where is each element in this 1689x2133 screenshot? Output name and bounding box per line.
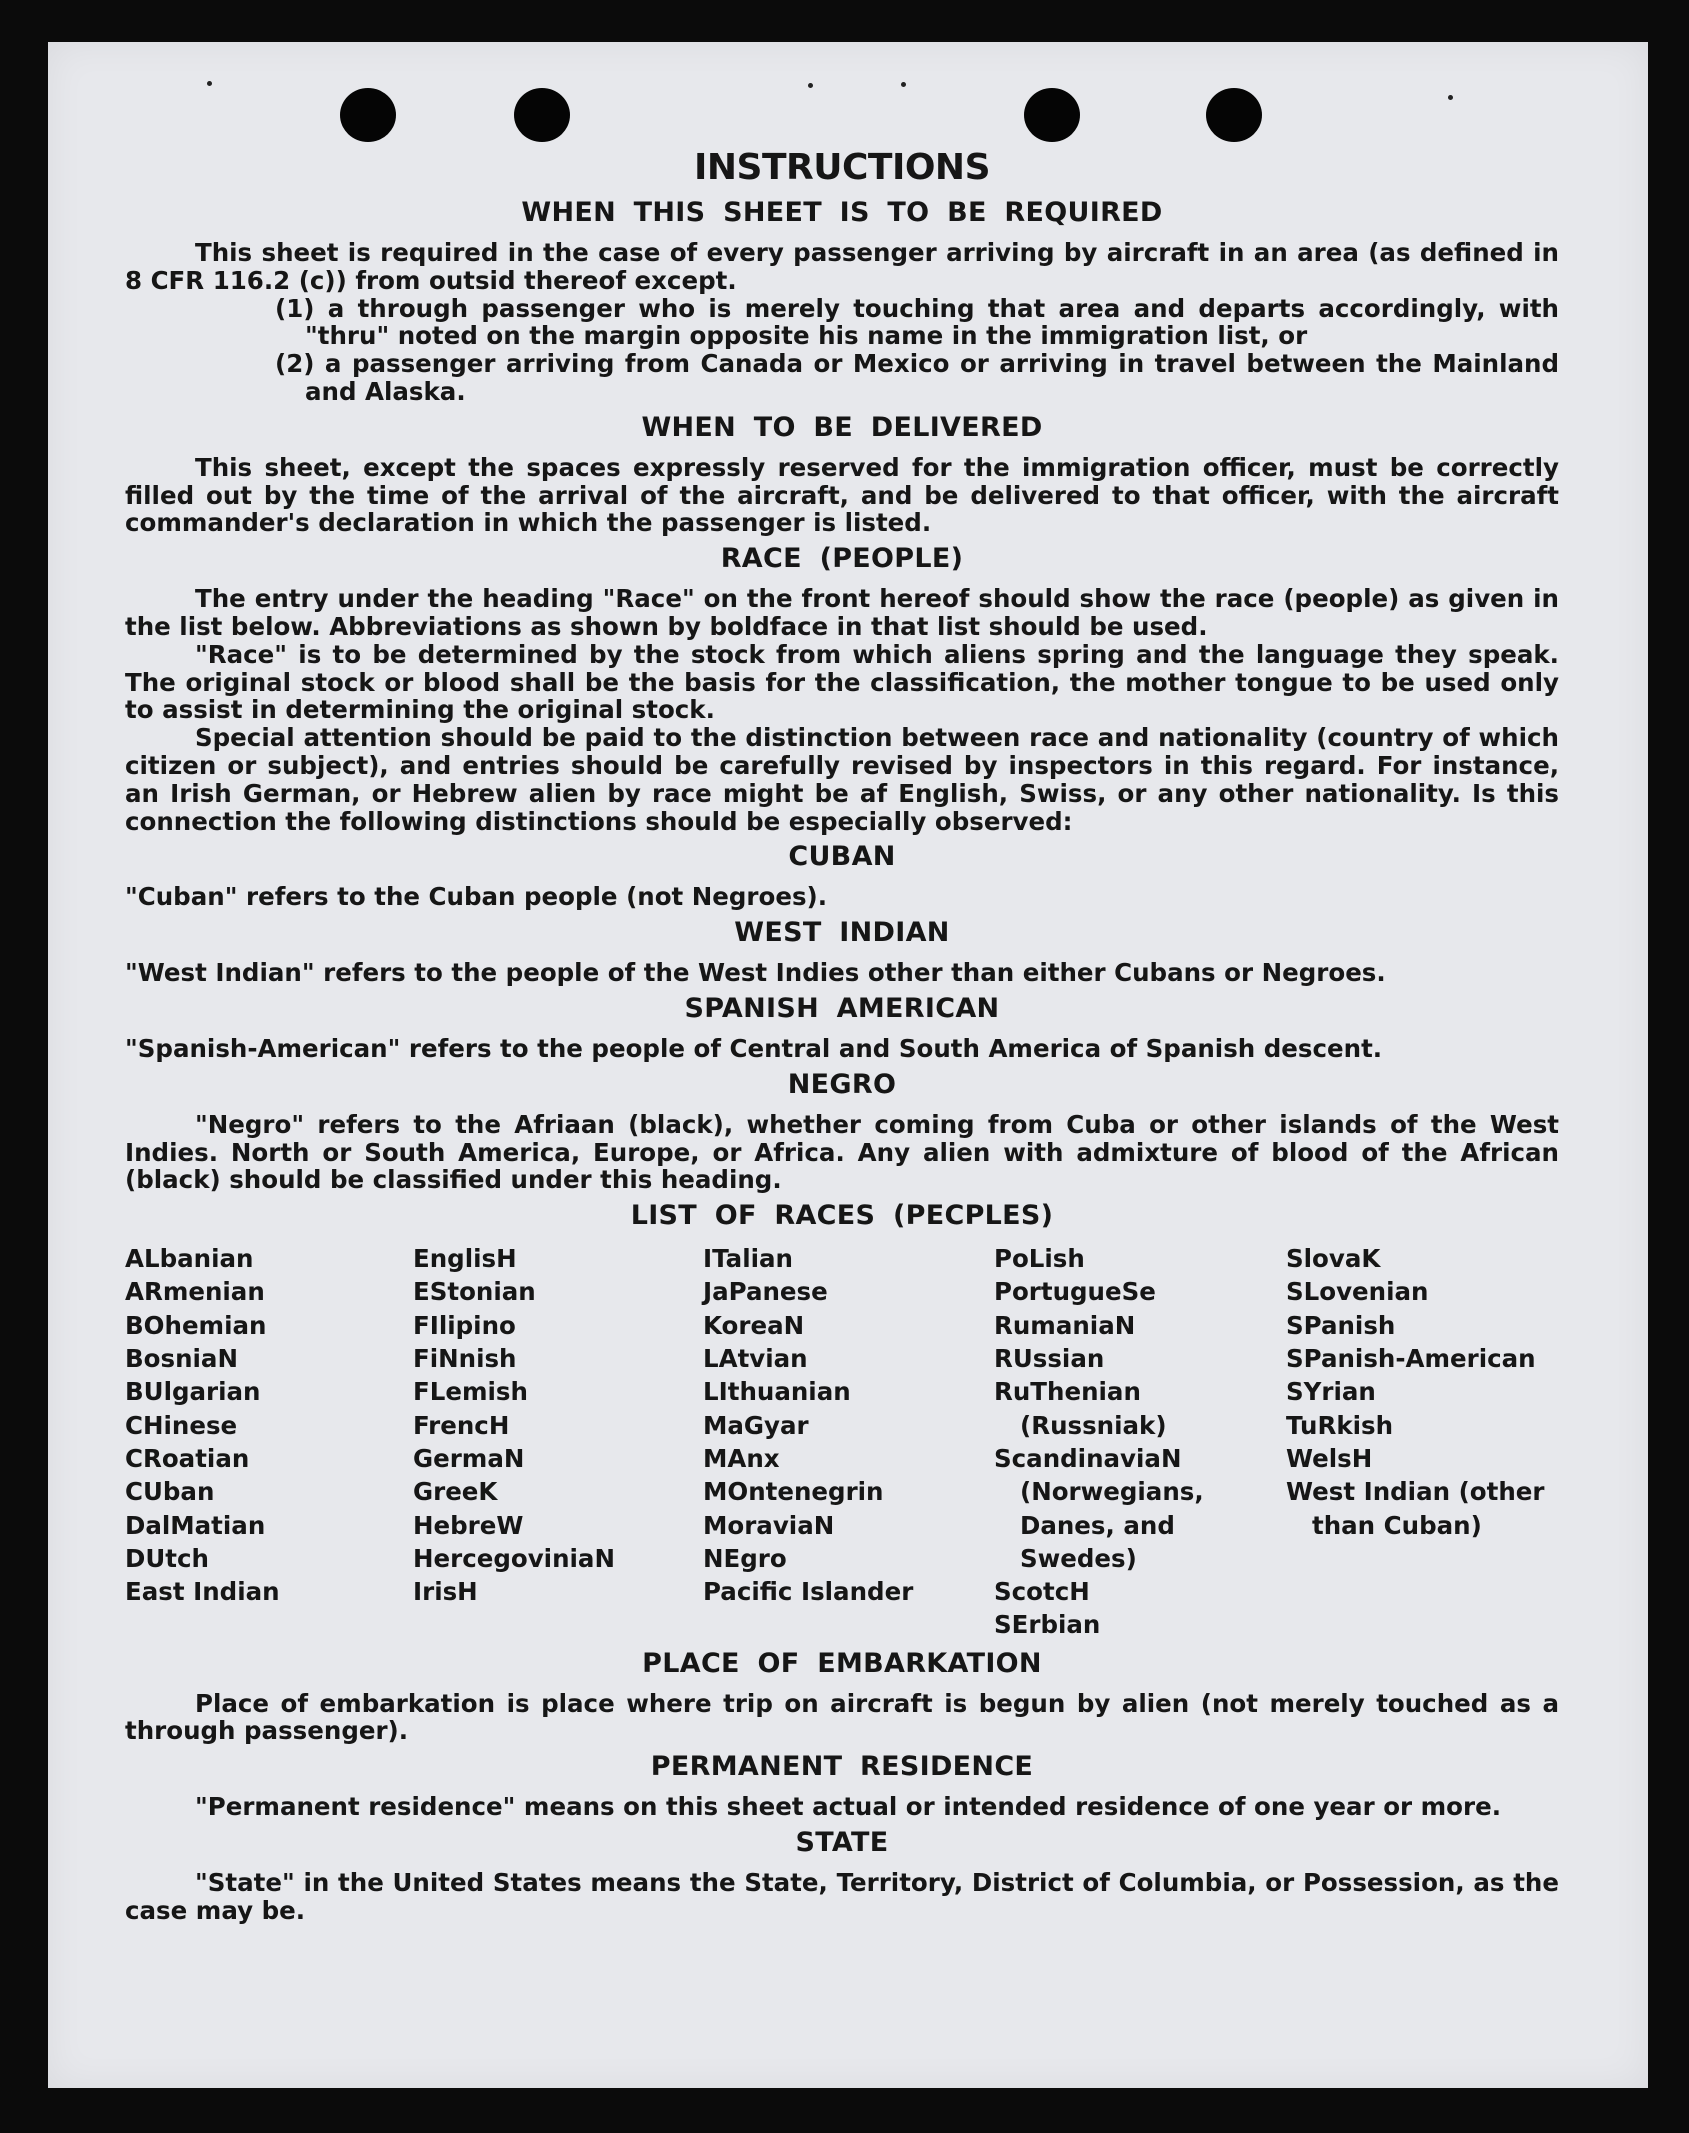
- section-heading-state: STATE: [795, 1827, 889, 1859]
- race-item: RUssian: [994, 1344, 1105, 1374]
- race-item: FIlipino: [413, 1310, 516, 1340]
- race-item: LAtvian: [703, 1344, 808, 1374]
- paragraph: "Permanent residence" means on this sheet actual or intended residence of one year or more.: [195, 1792, 1502, 1822]
- race-item: East Indian: [125, 1577, 280, 1607]
- punch-hole: [1024, 88, 1080, 142]
- paragraph: Special attention should be paid to the distinction between race and nationality (country of which citizen or subject), and entries should be carefully revised by inspectors in this regard. For instance, an Irish German, or Hebrew alien by race might be af English, Swiss, or any other nationality. Is this connection the following distinctions should be especially observed:: [125, 723, 1559, 836]
- race-item: TuRkish: [1286, 1410, 1394, 1440]
- section-heading-list-of-races: LIST OF RACES (PECPLES): [630, 1200, 1054, 1232]
- dust-speck: [1448, 95, 1453, 100]
- race-item: West Indian (other than Cuban): [1286, 1477, 1545, 1540]
- races-column: [1286, 1242, 1559, 1642]
- race-item: CUban: [125, 1477, 215, 1507]
- race-item: EnglisH: [413, 1244, 517, 1274]
- race-item: SPanish: [1286, 1310, 1396, 1340]
- race-item: ScandinaviaN (Norwegians, Danes, and Swedes): [994, 1443, 1204, 1573]
- races-column: [703, 1242, 994, 1642]
- punch-hole: [1206, 88, 1262, 142]
- race-item: KoreaN: [703, 1310, 805, 1340]
- race-item: LIthuanian: [703, 1377, 851, 1407]
- race-item: EStonian: [413, 1277, 536, 1307]
- definition-west-indian: "West Indian" refers to the people of the West Indies other than either Cubans or Negroes.: [125, 958, 1386, 988]
- instructions-body: [125, 146, 1559, 1925]
- section-heading-permanent-residence: PERMANENT RESIDENCE: [650, 1751, 1034, 1783]
- exception-item: (2) a passenger arriving from Canada or Mexico or arriving in travel between the Mainland and Alaska.: [275, 349, 1559, 406]
- dust-speck: [901, 82, 906, 87]
- race-item: CRoatian: [125, 1443, 250, 1473]
- section-heading-spanish-american: SPANISH AMERICAN: [684, 992, 1000, 1024]
- race-item: RuThenian (Russniak): [994, 1377, 1167, 1440]
- race-item: SPanish-American: [1286, 1344, 1536, 1374]
- race-item: MAnx: [703, 1443, 780, 1473]
- paragraph: The entry under the heading "Race" on the front hereof should show the race (people) as given in the list below. Abbreviations as shown by boldface in that list should be used.: [125, 584, 1559, 641]
- race-item: MoraviaN: [703, 1510, 835, 1540]
- section-heading-cuban: CUBAN: [788, 841, 896, 873]
- race-item: CHinese: [125, 1410, 238, 1440]
- race-item: SYrian: [1286, 1377, 1376, 1407]
- race-item: GermaN: [413, 1443, 525, 1473]
- race-item: ITalian: [703, 1244, 793, 1274]
- race-item: WelsH: [1286, 1443, 1373, 1473]
- section-heading-race: RACE (PEOPLE): [720, 543, 964, 575]
- races-column: [125, 1242, 413, 1642]
- dust-speck: [808, 83, 813, 88]
- definition-cuban: "Cuban" refers to the Cuban people (not Negroes).: [125, 882, 828, 912]
- section-heading-when-required: WHEN THIS SHEET IS TO BE REQUIRED: [521, 197, 1163, 228]
- section-heading-negro: NEGRO: [787, 1068, 897, 1100]
- races-list: [125, 1242, 1559, 1642]
- race-item: PortugueSe: [994, 1277, 1156, 1307]
- paragraph: Place of embarkation is place where trip on aircraft is begun by alien (not merely touched as a through passenger).: [125, 1688, 1559, 1746]
- definition-negro: "Negro" refers to the Afriaan (black), whether coming from Cuba or other islands of the West Indies. North or South America, Europe, or Africa. Any alien with admixture of blood of the African (black) should be classified under this heading.: [125, 1109, 1559, 1195]
- race-item: SErbian: [994, 1610, 1101, 1640]
- section-heading-when-delivered: WHEN TO BE DELIVERED: [641, 411, 1043, 443]
- race-item: DalMatian: [125, 1510, 266, 1540]
- race-item: HebreW: [413, 1510, 524, 1540]
- exception-item: (1) a through passenger who is merely touching that area and departs accordingly, with "thru" noted on the margin opposite his name in the immigration list, or: [275, 293, 1559, 351]
- race-item: BOhemian: [125, 1310, 267, 1340]
- section-heading-west-indian: WEST INDIAN: [734, 917, 950, 949]
- races-column: [994, 1242, 1286, 1642]
- definition-spanish-american: "Spanish-American" refers to the people of Central and South America of Spanish descent.: [125, 1033, 1383, 1063]
- race-item: ARmenian: [125, 1277, 265, 1307]
- paragraph: This sheet, except the spaces expressly reserved for the immigration officer, must be correctly filled out by the time of the arrival of the aircraft, and be delivered to that officer, with the aircraft commander's declaration in which the passenger is listed.: [125, 452, 1559, 538]
- paragraph: "Race" is to be determined by the stock from which aliens spring and the language they speak. The original stock or blood shall be the basis for the classification, the mother tongue to be used only to assist in determining the original stock.: [125, 639, 1559, 725]
- punch-hole: [514, 88, 570, 142]
- paragraph: This sheet is required in the case of every passenger arriving by aircraft in an area (as defined in 8 CFR 116.2 (c)) from outsid thereof except.: [125, 238, 1559, 295]
- race-item: FrencH: [413, 1410, 510, 1440]
- race-item: JaPanese: [703, 1277, 828, 1307]
- race-item: BosniaN: [125, 1344, 238, 1374]
- race-item: NEgro: [703, 1543, 787, 1573]
- race-item: ScotcH: [994, 1577, 1090, 1607]
- race-item: DUtch: [125, 1543, 209, 1573]
- race-item: BUlgarian: [125, 1377, 261, 1407]
- dust-speck: [207, 81, 212, 86]
- race-item: ALbanian: [125, 1244, 254, 1274]
- race-item: SLovenian: [1286, 1277, 1429, 1307]
- race-item: SlovaK: [1286, 1244, 1381, 1274]
- race-item: HercegoviniaN: [413, 1543, 615, 1573]
- race-item: MOntenegrin: [703, 1477, 884, 1507]
- race-item: MaGyar: [703, 1410, 809, 1440]
- document-page: [48, 42, 1648, 2088]
- race-item: FiNnish: [413, 1344, 517, 1374]
- race-item: Pacific Islander: [703, 1577, 914, 1607]
- race-item: PoLish: [994, 1244, 1085, 1274]
- section-heading-place-of-embarkation: PLACE OF EMBARKATION: [642, 1647, 1042, 1679]
- race-item: FLemish: [413, 1377, 528, 1407]
- race-item: GreeK: [413, 1477, 498, 1507]
- punch-hole: [340, 88, 396, 142]
- race-item: RumaniaN: [994, 1310, 1136, 1340]
- races-column: [413, 1242, 703, 1642]
- page-title: INSTRUCTIONS: [694, 147, 990, 188]
- race-item: IrisH: [413, 1577, 478, 1607]
- paragraph: "State" in the United States means the State, Territory, District of Columbia, or Possession, as the case may be.: [125, 1868, 1559, 1925]
